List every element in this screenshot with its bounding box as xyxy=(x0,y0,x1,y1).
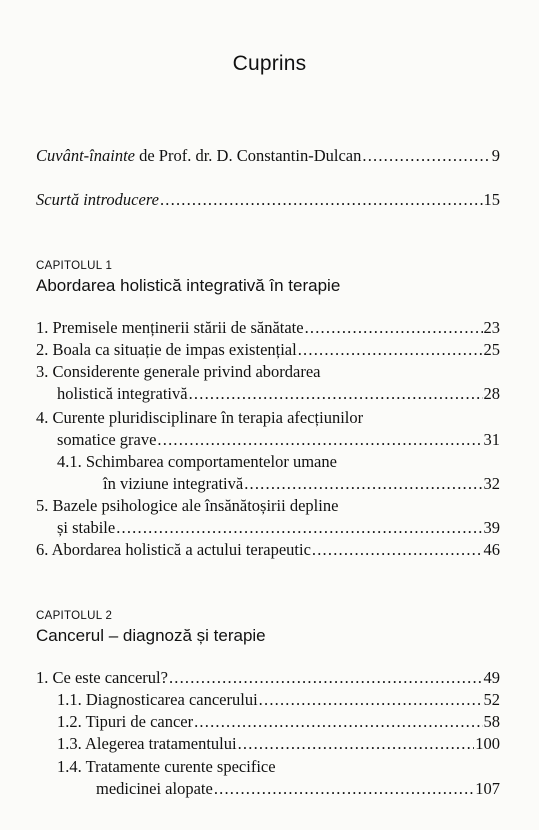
leader-dots xyxy=(160,190,483,210)
toc-subentry[interactable] xyxy=(57,757,500,777)
entry-text: Diagnosticarea cancerului xyxy=(85,690,258,709)
entry-number: 1.4. xyxy=(57,757,82,776)
leader-dots xyxy=(116,518,482,538)
toc-subentry[interactable] xyxy=(57,452,500,472)
entry-number: 1. xyxy=(36,668,49,687)
entry-number: 1.3. xyxy=(57,734,82,753)
entry-number: 5. xyxy=(36,496,49,515)
entry-text: Tratamente curente specifice xyxy=(85,757,276,776)
page-number: 25 xyxy=(483,340,500,359)
chapter-2-label: CAPITOLUL 2 xyxy=(36,610,113,622)
page-number: 107 xyxy=(475,779,500,798)
entry-number: 1.1. xyxy=(57,690,82,709)
entry-text: Boala ca situație de impas existențial xyxy=(52,340,297,359)
entry-text: Considerente generale privind abordarea xyxy=(52,362,321,381)
entry-number: 2. xyxy=(36,340,49,359)
page-title: Cuprins xyxy=(232,52,307,75)
entry-text: Tipuri de cancer xyxy=(85,712,194,731)
entry-text: holistică integrativă xyxy=(57,384,188,403)
toc-entry[interactable] xyxy=(36,318,500,338)
page-number: 31 xyxy=(483,430,500,449)
toc-entry[interactable] xyxy=(36,362,500,382)
chapter-2-title[interactable]: Cancerul – diagnoză și terapie xyxy=(36,626,266,645)
toc-subentry[interactable] xyxy=(57,690,500,710)
toc-entry[interactable] xyxy=(36,496,500,516)
toc-subentry[interactable] xyxy=(57,712,500,732)
leader-dots xyxy=(189,384,483,404)
toc-entry-continuation[interactable] xyxy=(57,430,500,450)
leader-dots xyxy=(298,340,483,360)
entry-text: Premisele menținerii stării de sănătate xyxy=(52,318,304,337)
page-number: 46 xyxy=(483,540,500,559)
entry-text: de Prof. dr. D. Constantin-Dulcan xyxy=(134,146,362,165)
page-number: 39 xyxy=(483,518,500,537)
leader-dots xyxy=(194,712,482,732)
leader-dots xyxy=(169,668,483,688)
entry-text: Schimbarea comportamentelor umane xyxy=(85,452,337,471)
entry-number: 1.2. xyxy=(57,712,82,731)
entry-text: Bazele psihologice ale însănătoșirii depline xyxy=(52,496,339,515)
page-number: 23 xyxy=(483,318,500,337)
toc-subentry[interactable] xyxy=(57,734,500,754)
entry-text: și stabile xyxy=(57,518,116,537)
toc-entry[interactable] xyxy=(36,340,500,360)
leader-dots xyxy=(244,474,482,494)
entry-number: 4. xyxy=(36,408,49,427)
leader-dots xyxy=(157,430,482,450)
toc-entry-continuation[interactable] xyxy=(57,384,500,404)
toc-entry-foreword[interactable] xyxy=(36,146,500,166)
leader-dots xyxy=(305,318,483,338)
entry-text: Alegerea tratamentului xyxy=(84,734,237,753)
toc-entry-continuation[interactable] xyxy=(57,518,500,538)
toc-entry[interactable] xyxy=(36,408,500,428)
entry-number: 4.1. xyxy=(57,452,82,471)
entry-text-italic: Cuvânt-înainte xyxy=(36,146,135,165)
page-number: 52 xyxy=(483,690,500,709)
leader-dots xyxy=(238,734,475,754)
leader-dots xyxy=(259,690,483,710)
leader-dots xyxy=(214,779,474,799)
toc-entry[interactable] xyxy=(36,668,500,688)
page-number: 100 xyxy=(475,734,500,753)
entry-text-italic: Scurtă introducere xyxy=(36,190,159,209)
page-number: 15 xyxy=(483,190,500,209)
entry-text: în viziune integrativă xyxy=(103,474,244,493)
toc-entry-continuation[interactable] xyxy=(96,779,500,799)
toc-entry-continuation[interactable] xyxy=(103,474,500,494)
toc-entry[interactable] xyxy=(36,540,500,560)
entry-number: 3. xyxy=(36,362,49,381)
page-number: 49 xyxy=(483,668,500,687)
entry-text: Abordarea holistică a actului terapeutic xyxy=(51,540,311,559)
chapter-1-title[interactable]: Abordarea holistică integrativă în terapie xyxy=(36,276,341,295)
leader-dots xyxy=(312,540,483,560)
toc-entry-introduction[interactable] xyxy=(36,190,500,210)
page-number: 58 xyxy=(483,712,500,731)
entry-number: 1. xyxy=(36,318,49,337)
page-number: 9 xyxy=(491,146,500,165)
entry-number: 6. xyxy=(36,540,49,559)
entry-text: somatice grave xyxy=(57,430,157,449)
page-number: 32 xyxy=(483,474,500,493)
entry-text: Ce este cancerul? xyxy=(52,668,168,687)
entry-text: Curente pluridisciplinare în terapia afecțiunilor xyxy=(52,408,364,427)
leader-dots xyxy=(362,146,490,166)
chapter-1-label: CAPITOLUL 1 xyxy=(36,260,113,272)
entry-text: medicinei alopate xyxy=(96,779,213,798)
page-number: 28 xyxy=(483,384,500,403)
